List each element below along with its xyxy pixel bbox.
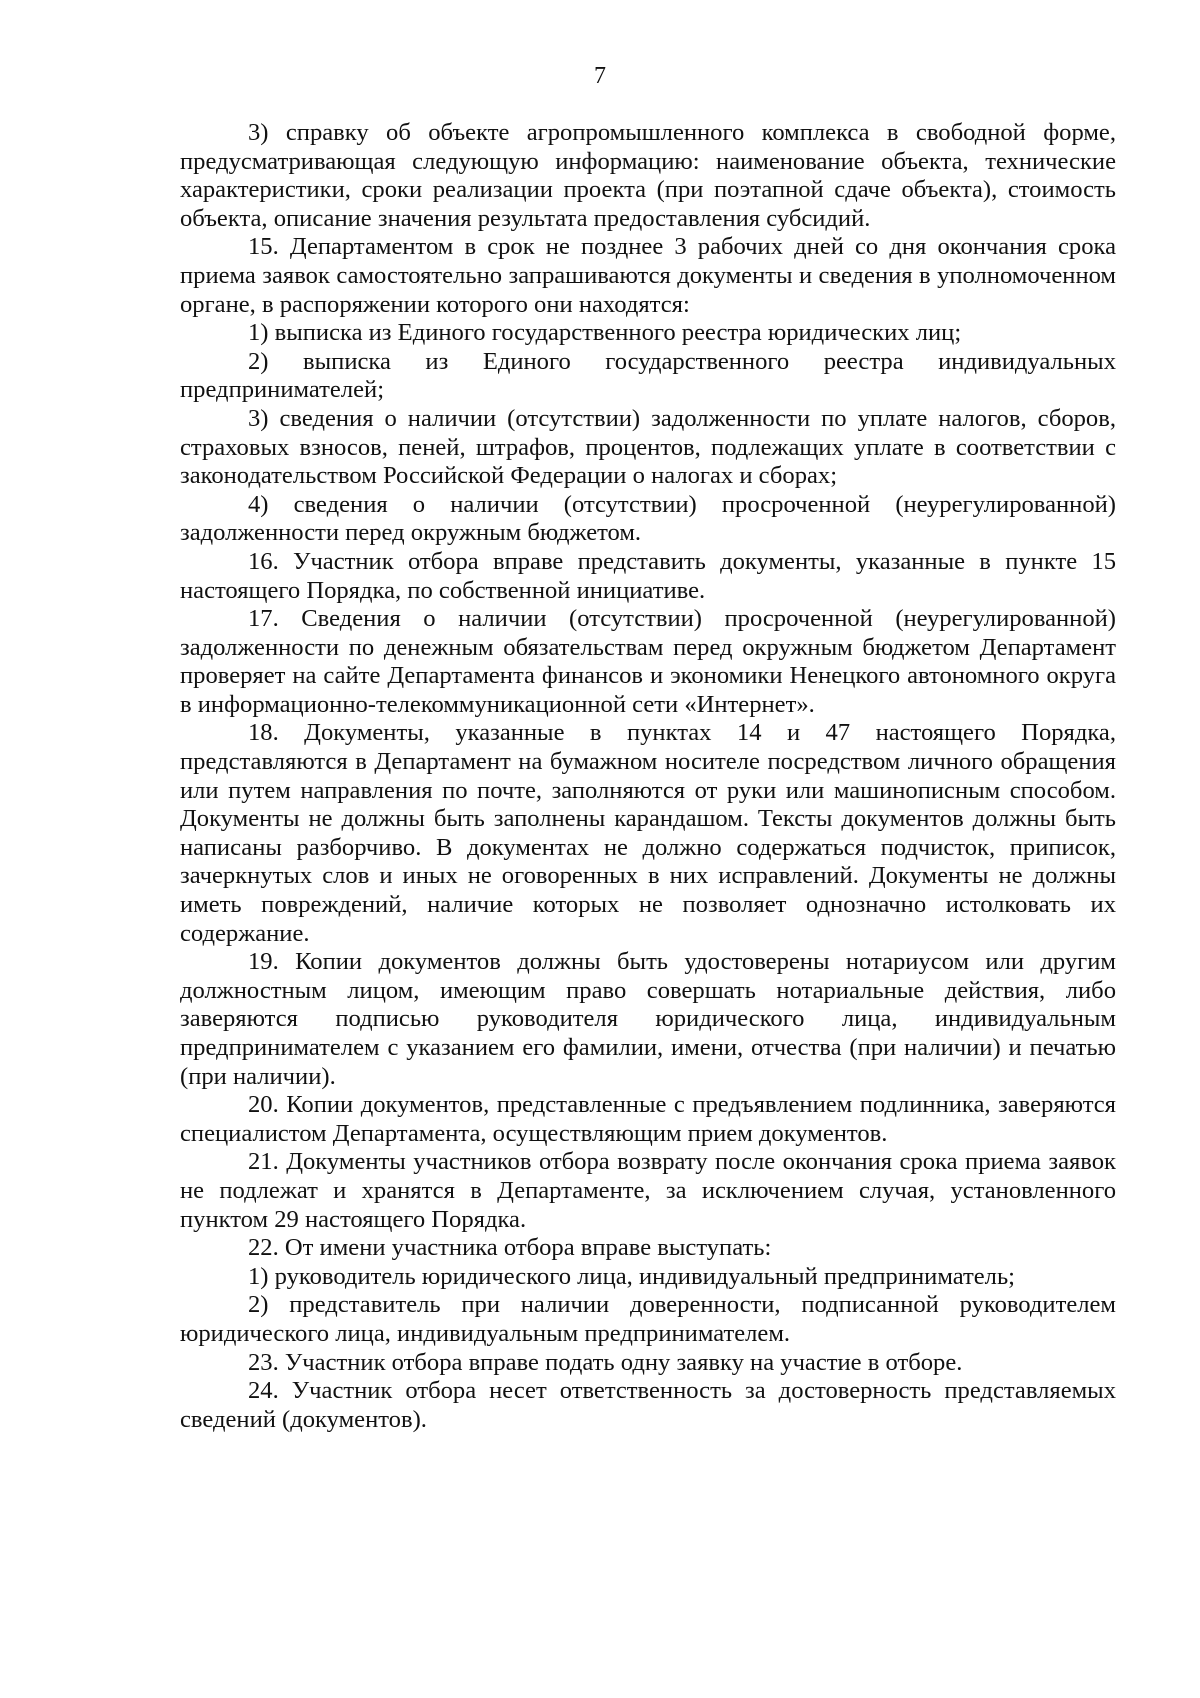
paragraph-22-item-1: 1) руководитель юридического лица, индивидуальный предприниматель; <box>248 1262 1015 1290</box>
paragraph-15: 15. Департаментом в срок не позднее 3 рабочих дней со дня окончания срока приема заявок самостоятельно запрашиваются документы и сведения в уполномоченном органе, в распоряжении которого они находятся: <box>180 233 1116 318</box>
paragraph-15-item-1: 1) выписка из Единого государственного реестра юридических лиц; <box>248 319 962 347</box>
paragraph-item-3-certificate: 3) справку об объекте агропромышленного комплекса в свободной форме, предусматривающая следующую информацию: наименование объекта, технические характеристики, сроки реализации проекта (при поэтапной сдаче объекта), стоимость объекта, описание значения результата предоставления субсидий. <box>180 119 1116 232</box>
paragraph-18: 18. Документы, указанные в пунктах 14 и 47 настоящего Порядка, представляются в Департамент на бумажном носителе посредством личного обращения или путем направления по почте, заполняются от руки или машинописным способом. Документы не должны быть заполнены карандашом. Тексты документов должны быть написаны разборчиво. В документах не должно содержаться подчисток, приписок, зачеркнутых слов и иных не оговоренных в них исправлений. Документы не должны иметь повреждений, наличие которых не позволяет однозначно истолковать их содержание. <box>180 719 1116 947</box>
paragraph-15-item-3: 3) сведения о наличии (отсутствии) задолженности по уплате налогов, сборов, страховых взносов, пеней, штрафов, процентов, подлежащих уплате в соответствии с законодательством Российской Федерации о налогах и сборах; <box>180 404 1116 490</box>
paragraph-23: 23. Участник отбора вправе подать одну заявку на участие в отборе. <box>248 1348 963 1376</box>
paragraph-15-item-4: 4) сведения о наличии (отсутствии) просроченной (неурегулированной) задолженности перед окружным бюджетом. <box>180 490 1116 547</box>
paragraph-22: 22. От имени участника отбора вправе выступать: <box>248 1234 772 1262</box>
paragraph-24: 24. Участник отбора несет ответственность за достоверность представляемых сведений (документов). <box>180 1377 1116 1433</box>
paragraph-16: 16. Участник отбора вправе представить документы, указанные в пункте 15 настоящего Порядка, по собственной инициативе. <box>180 547 1116 604</box>
paragraph-19: 19. Копии документов должны быть удостоверены нотариусом или другим должностным лицом, имеющим право совершать нотариальные действия, либо заверяются подписью руководителя юридического лица, индивидуальным предпринимателем с указанием его фамилии, имени, отчества (при наличии) и печатью (при наличии). <box>180 948 1116 1090</box>
paragraph-21: 21. Документы участников отбора возврату после окончания срока приема заявок не подлежат и хранятся в Департаменте, за исключением случая, установленного пунктом 29 настоящего Порядка. <box>180 1148 1116 1233</box>
document-body <box>180 119 1116 1434</box>
paragraph-20: 20. Копии документов, представленные с предъявлением подлинника, заверяются специалистом Департамента, осуществляющим прием документов. <box>180 1091 1116 1147</box>
page-number: 7 <box>594 63 606 89</box>
paragraph-17: 17. Сведения о наличии (отсутствии) просроченной (неурегулированной) задолженности по денежным обязательствам перед окружным бюджетом Департамент проверяет на сайте Департамента финансов и экономики Ненецкого автономного округа в информационно-телекоммуникационной сети «Интернет». <box>180 605 1116 718</box>
paragraph-15-item-2: 2) выписка из Единого государственного реестра индивидуальных предпринимателей; <box>180 347 1116 404</box>
paragraph-22-item-2: 2) представитель при наличии доверенности, подписанной руководителем юридического лица, индивидуальным предпринимателем. <box>180 1291 1116 1347</box>
